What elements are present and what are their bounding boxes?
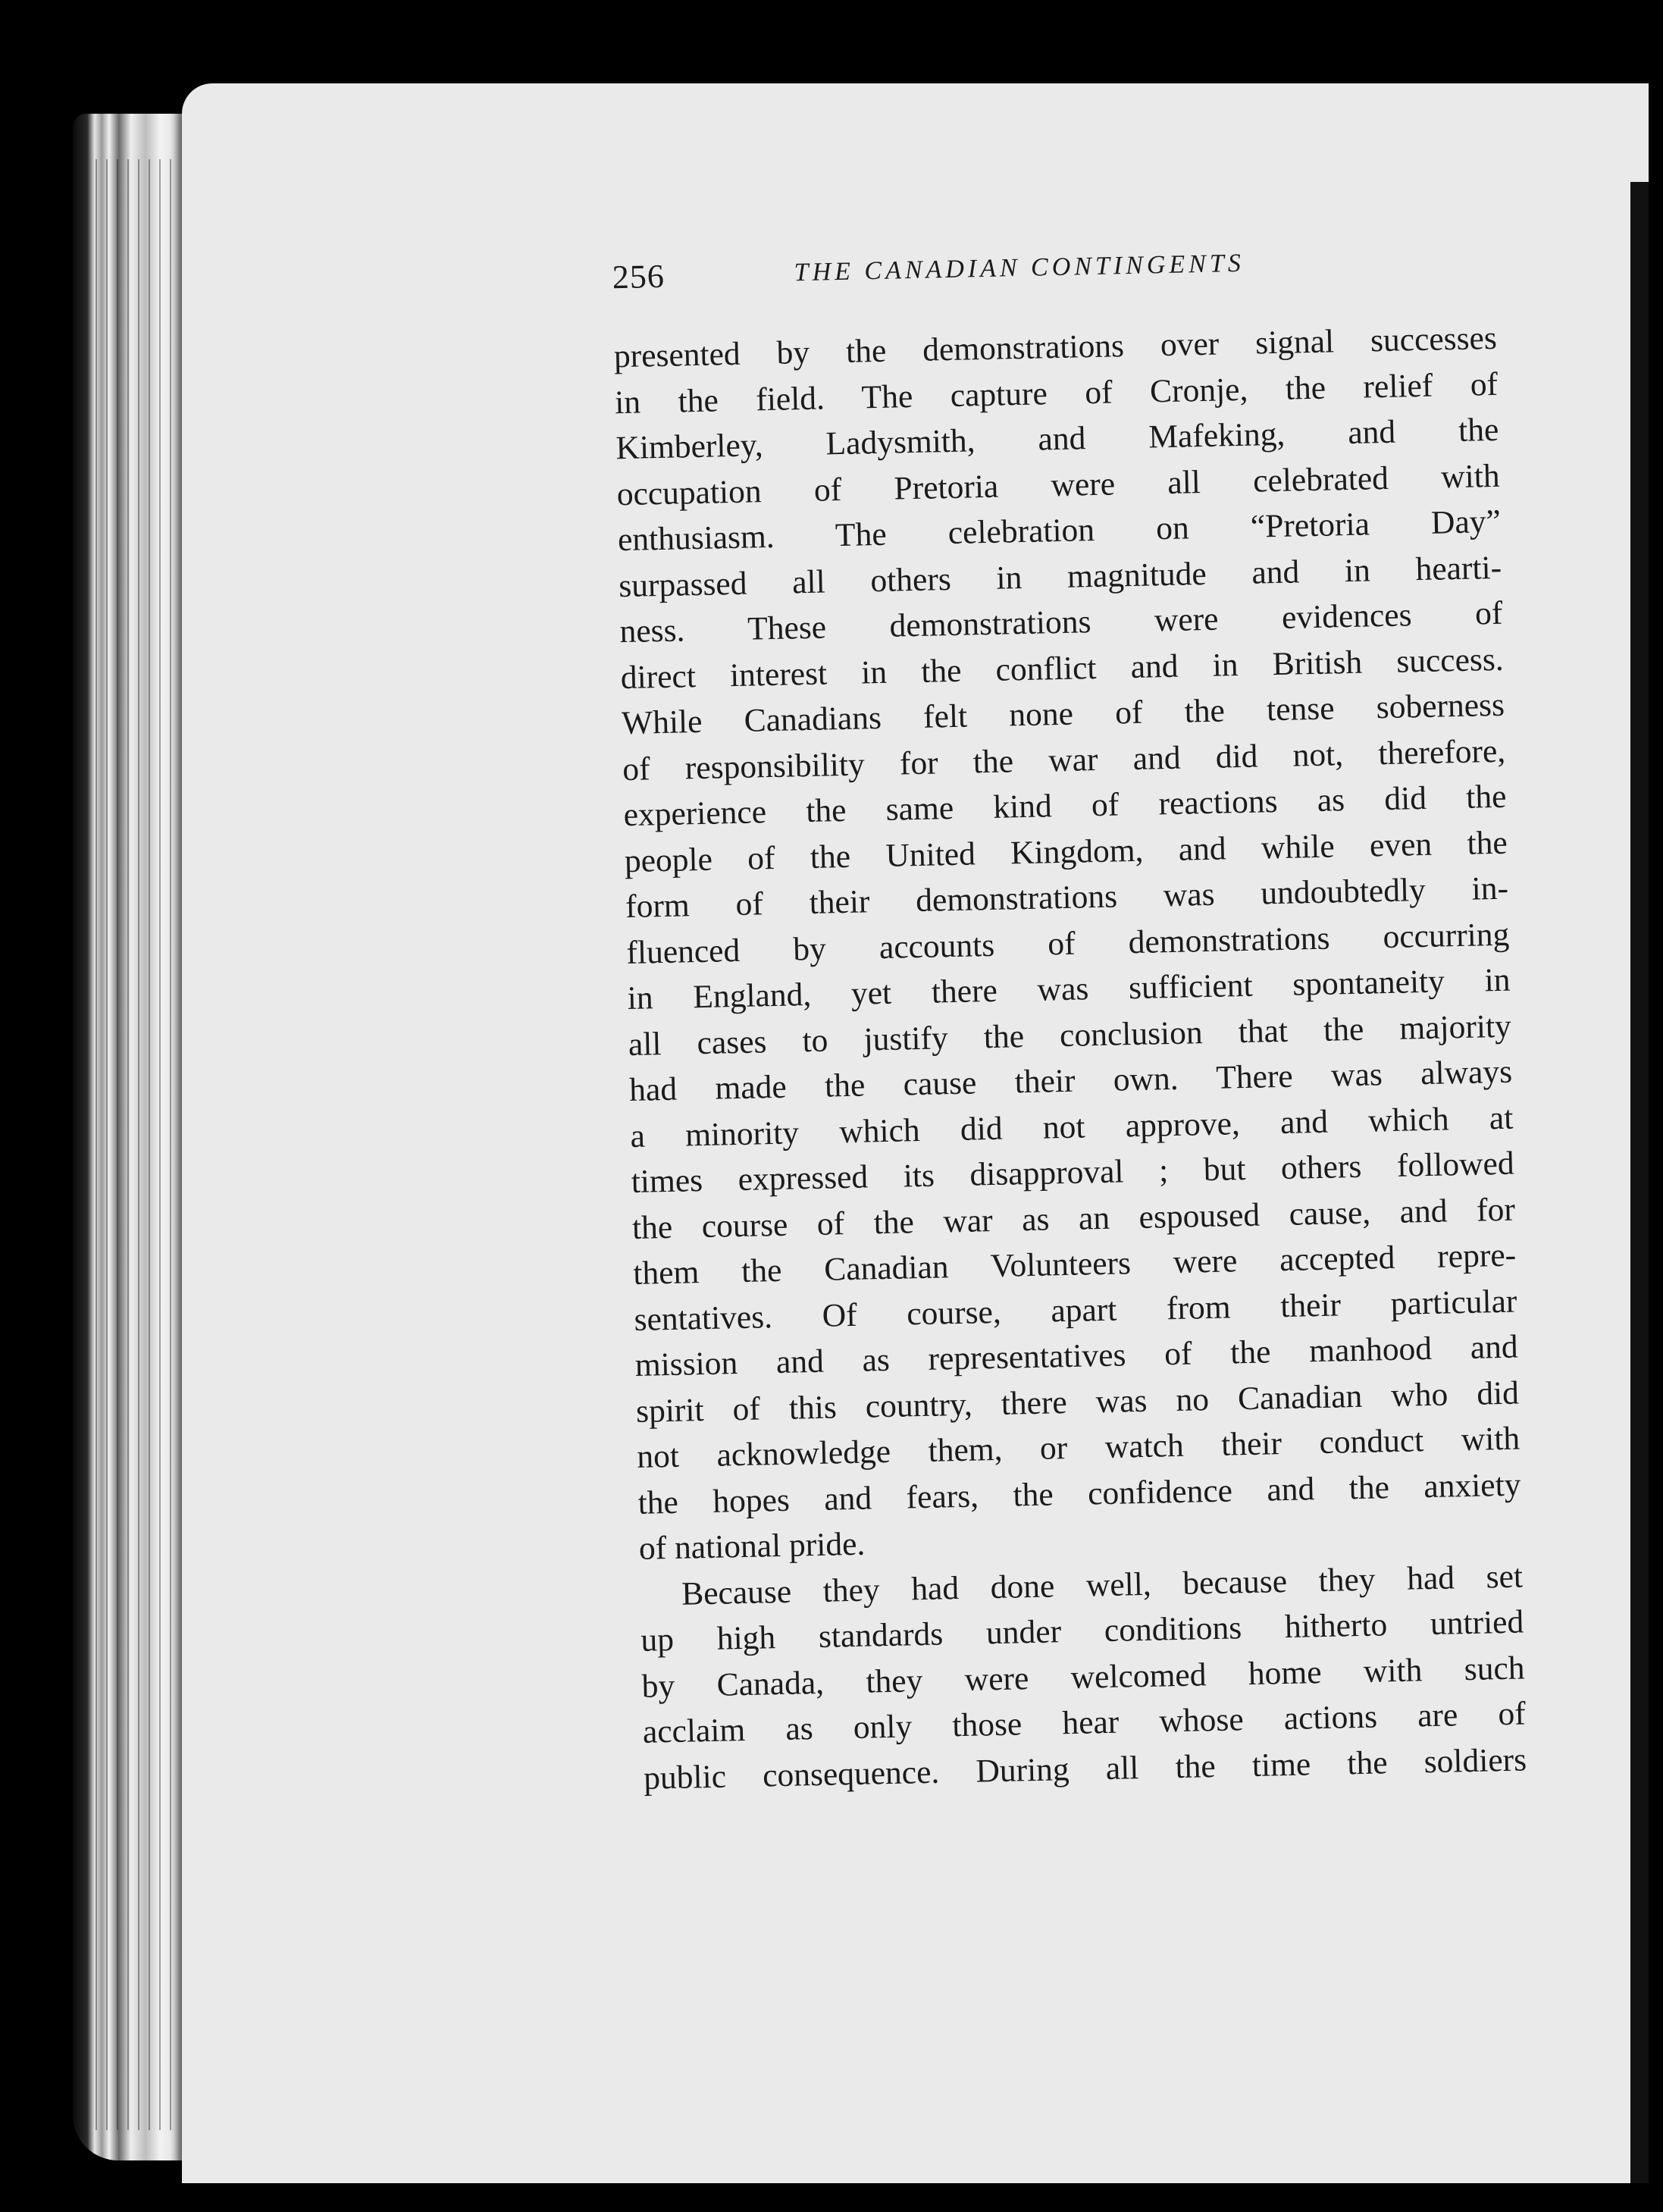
text-line: the course of the war as an espoused cause, and for (631, 1191, 1516, 1246)
page-content (440, 156, 1527, 1797)
text-line: a minority which did not approve, and which at (630, 1099, 1514, 1155)
running-head (440, 156, 1499, 296)
text-line: acclaim as only those hear whose actions are of (642, 1695, 1527, 1750)
text-line: times expressed its disapproval ; but others followed (631, 1145, 1515, 1200)
text-line: occupation of Pretoria were all celebrated with (616, 457, 1501, 512)
text-line: the hopes and fears, the confidence and the anxiety (637, 1466, 1521, 1521)
text-line: sentatives. Of course, apart from their particular (634, 1283, 1517, 1338)
scan-border (1630, 182, 1649, 2183)
text-line: public consequence. During all the time the soldiers (643, 1740, 1527, 1797)
running-title: THE CANADIAN CONTINGENTS (794, 249, 1245, 287)
text-line: them the Canadian Volunteers were accepted repre- (632, 1236, 1517, 1292)
text-line: of national pride. (638, 1525, 866, 1567)
text-line: had made the cause their own. There was always (628, 1053, 1513, 1109)
text-line: people of the United Kingdom, and while even the (624, 824, 1508, 879)
paragraph-1 (613, 315, 1522, 1572)
text-line: enthusiasm. The celebration on “Pretoria Day” (617, 503, 1502, 559)
text-line: up high standards under conditions hitherto untried (640, 1603, 1524, 1659)
text-line: presented by the demonstrations over signal successes (613, 319, 1498, 375)
body-text (613, 315, 1527, 1801)
text-line: direct interest in the conflict and in British success. (620, 641, 1505, 696)
text-line: Because they had done well, because they had set (681, 1557, 1524, 1612)
text-line: ness. These demonstrations were evidences of (619, 594, 1503, 650)
text-line: mission and as representatives of the manhood and (634, 1328, 1519, 1383)
book-page-edges (73, 114, 194, 2160)
text-line: spirit of this country, there was no Canadian who did (635, 1374, 1520, 1430)
text-line: in England, yet there was sufficient spontaneity in (627, 961, 1511, 1017)
text-line: experience the same kind of reactions as did the (623, 778, 1507, 834)
text-line: all cases to justify the conclusion that the majority (628, 1007, 1512, 1063)
paragraph-2 (640, 1553, 1527, 1801)
text-line: of responsibility for the war and did not, therefore, (622, 732, 1506, 788)
text-line: While Canadians felt none of the tense soberness (621, 686, 1505, 742)
text-line: surpassed all others in magnitude and in hearti- (618, 549, 1502, 604)
text-line: in the field. The capture of Cronje, the relief of (614, 365, 1499, 421)
page-number: 256 (612, 257, 666, 296)
text-line: by Canada, they were welcomed home with such (641, 1649, 1525, 1705)
text-line: fluenced by accounts of demonstrations occurring (625, 916, 1510, 971)
text-line: form of their demonstrations was undoubtedly in- (625, 869, 1509, 926)
text-line: not acknowledge them, or watch their conduct with (636, 1420, 1521, 1475)
text-line: Kimberley, Ladysmith, and Mafeking, and the (615, 411, 1499, 467)
